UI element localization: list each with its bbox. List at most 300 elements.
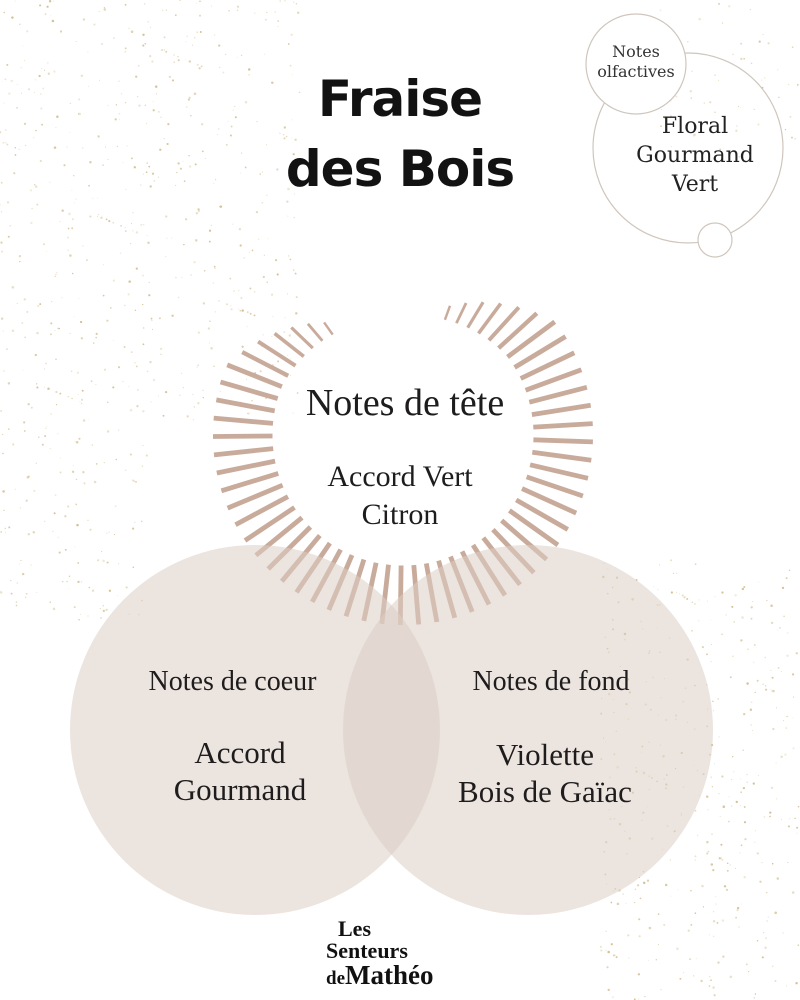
sunburst-ray <box>532 452 591 460</box>
glitter-dot <box>121 93 123 95</box>
glitter-dot <box>204 270 206 272</box>
glitter-dot <box>34 184 36 186</box>
glitter-dot <box>753 782 755 784</box>
glitter-dot <box>750 9 751 10</box>
glitter-dot <box>68 228 70 230</box>
glitter-dot <box>211 6 212 7</box>
perfume-title-line2: des Bois <box>285 140 515 198</box>
glitter-dot <box>19 149 20 150</box>
glitter-dot <box>266 281 267 282</box>
glitter-dot <box>226 303 228 305</box>
glitter-dot <box>740 639 742 641</box>
glitter-dot <box>137 389 139 391</box>
glitter-dot <box>710 776 712 778</box>
glitter-dot <box>612 996 614 998</box>
glitter-dot <box>0 131 1 133</box>
glitter-dot <box>31 407 33 409</box>
glitter-dot <box>293 269 295 271</box>
glitter-dot <box>107 561 109 563</box>
glitter-dot <box>80 614 81 615</box>
glitter-dot <box>78 298 79 299</box>
glitter-dot <box>109 590 111 592</box>
glitter-dot <box>162 10 163 11</box>
glitter-dot <box>103 264 104 265</box>
glitter-dot <box>98 214 99 215</box>
glitter-dot <box>731 606 733 608</box>
glitter-dot <box>285 317 286 318</box>
glitter-dot <box>99 11 100 12</box>
glitter-dot <box>711 863 714 866</box>
glitter-dot <box>743 58 745 60</box>
glitter-dot <box>15 489 16 490</box>
glitter-dot <box>78 438 80 440</box>
glitter-dot <box>158 396 159 397</box>
glitter-dot <box>124 227 125 228</box>
glitter-dot <box>2 434 3 435</box>
glitter-dot <box>770 670 771 671</box>
glitter-dot <box>767 920 768 921</box>
glitter-dot <box>16 605 18 607</box>
glitter-dot <box>175 185 176 186</box>
glitter-dot <box>195 163 197 165</box>
glitter-dot <box>741 904 742 905</box>
glitter-dot <box>640 898 642 900</box>
glitter-dot <box>610 993 611 994</box>
brand-line1: Les <box>338 916 371 941</box>
glitter-dot <box>752 601 753 602</box>
glitter-dot <box>160 116 161 117</box>
glitter-dot <box>713 920 715 922</box>
glitter-dot <box>676 573 677 574</box>
glitter-dot <box>757 680 759 682</box>
glitter-dot <box>675 96 677 98</box>
glitter-dot <box>136 231 138 233</box>
glitter-dot <box>186 36 188 38</box>
glitter-dot <box>710 619 711 620</box>
glitter-dot <box>106 219 108 221</box>
glitter-dot <box>713 710 714 711</box>
glitter-dot <box>724 885 726 887</box>
glitter-dot <box>193 261 195 263</box>
glitter-dot <box>147 370 149 372</box>
glitter-dot <box>795 982 797 984</box>
glitter-dot <box>15 147 16 148</box>
sunburst-ray <box>508 322 555 357</box>
glitter-dot <box>164 36 166 38</box>
glitter-dot <box>274 11 275 12</box>
glitter-dot <box>142 445 143 446</box>
glitter-dot <box>792 46 794 48</box>
glitter-dot <box>56 116 58 118</box>
glitter-dot <box>19 563 20 564</box>
glitter-dot <box>277 20 279 22</box>
glitter-dot <box>726 889 728 891</box>
glitter-dot <box>122 381 123 382</box>
glitter-dot <box>74 202 75 203</box>
glitter-dot <box>35 354 37 356</box>
glitter-dot <box>195 239 197 241</box>
glitter-dot <box>710 661 711 662</box>
glitter-dot <box>125 470 126 471</box>
glitter-dot <box>695 859 696 860</box>
glitter-dot <box>102 560 105 563</box>
glitter-dot <box>697 835 698 836</box>
glitter-dot <box>239 310 241 312</box>
glitter-dot <box>54 146 57 149</box>
glitter-dot <box>81 337 83 339</box>
glitter-dot <box>208 327 210 329</box>
glitter-dot <box>744 806 746 808</box>
glitter-dot <box>173 61 175 63</box>
glitter-dot <box>245 166 247 168</box>
glitter-dot <box>143 327 144 328</box>
glitter-dot <box>146 454 148 456</box>
glitter-dot <box>125 4 127 6</box>
glitter-dot <box>67 505 69 507</box>
glitter-dot <box>709 976 711 978</box>
glitter-dot <box>686 598 688 600</box>
glitter-dot <box>746 774 747 775</box>
glitter-dot <box>0 242 2 244</box>
olfactive-label-line1: Notes <box>612 42 660 61</box>
glitter-dot <box>690 924 692 926</box>
glitter-dot <box>142 275 144 277</box>
glitter-dot <box>38 75 40 77</box>
glitter-dot <box>771 622 773 624</box>
glitter-dot <box>128 280 131 283</box>
glitter-dot <box>771 787 773 789</box>
glitter-dot <box>97 135 99 137</box>
glitter-dot <box>8 92 10 94</box>
glitter-dot <box>16 582 18 584</box>
glitter-dot <box>263 276 265 278</box>
sunburst-ray <box>445 306 450 320</box>
glitter-dot <box>57 433 58 434</box>
glitter-dot <box>197 367 198 368</box>
glitter-dot <box>710 979 712 981</box>
glitter-dot <box>96 463 98 465</box>
glitter-dot <box>5 142 6 143</box>
olfactive-list <box>610 112 780 199</box>
base-notes-list <box>425 736 665 810</box>
glitter-dot <box>239 228 241 230</box>
glitter-dot <box>62 581 63 582</box>
glitter-dot <box>740 43 742 45</box>
glitter-dot <box>264 54 265 55</box>
glitter-dot <box>145 105 147 107</box>
glitter-dot <box>2 490 5 493</box>
glitter-dot <box>721 859 723 861</box>
glitter-dot <box>218 45 220 47</box>
glitter-dot <box>796 827 798 829</box>
glitter-dot <box>777 877 780 880</box>
glitter-dot <box>249 288 251 290</box>
glitter-dot <box>147 235 148 236</box>
glitter-dot <box>761 862 762 863</box>
glitter-dot <box>33 137 34 138</box>
glitter-dot <box>209 230 211 232</box>
glitter-dot <box>718 736 719 737</box>
glitter-dot <box>653 586 654 587</box>
glitter-dot <box>738 926 740 928</box>
glitter-dot <box>167 143 169 145</box>
glitter-dot <box>679 593 680 594</box>
glitter-dot <box>146 171 148 173</box>
glitter-dot <box>8 236 10 238</box>
glitter-dot <box>770 605 773 608</box>
glitter-dot <box>287 293 288 294</box>
glitter-dot <box>191 274 192 275</box>
glitter-dot <box>83 18 85 20</box>
glitter-dot <box>286 200 288 202</box>
glitter-dot <box>110 307 112 309</box>
glitter-dot <box>189 97 191 99</box>
glitter-dot <box>683 972 684 973</box>
glitter-dot <box>87 615 88 616</box>
glitter-dot <box>42 444 44 446</box>
glitter-dot <box>73 465 74 466</box>
glitter-dot <box>764 77 766 79</box>
glitter-dot <box>719 857 721 859</box>
glitter-dot <box>6 144 8 146</box>
glitter-dot <box>7 201 9 203</box>
base-notes-heading: Notes de fond <box>472 666 630 697</box>
glitter-dot <box>768 917 769 918</box>
glitter-dot <box>30 222 32 224</box>
glitter-dot <box>199 0 201 2</box>
glitter-dot <box>793 747 795 749</box>
glitter-dot <box>287 355 288 356</box>
glitter-dot <box>117 595 118 596</box>
glitter-dot <box>89 161 91 163</box>
glitter-dot <box>272 316 273 317</box>
glitter-dot <box>99 80 100 81</box>
glitter-dot <box>125 230 127 232</box>
glitter-dot <box>25 145 26 146</box>
glitter-dot <box>192 45 193 46</box>
glitter-dot <box>120 252 122 254</box>
base-note-item: Bois de Gaïac <box>458 774 632 809</box>
glitter-dot <box>209 320 211 322</box>
glitter-dot <box>95 337 97 339</box>
glitter-dot <box>146 162 147 163</box>
glitter-dot <box>100 608 101 609</box>
glitter-dot <box>160 354 161 355</box>
glitter-dot <box>625 903 626 904</box>
glitter-dot <box>70 103 71 104</box>
glitter-dot <box>115 505 117 507</box>
glitter-dot <box>134 522 136 524</box>
glitter-dot <box>741 616 744 619</box>
glitter-dot <box>261 202 263 204</box>
glitter-dot <box>229 278 231 280</box>
glitter-dot <box>46 251 47 252</box>
glitter-dot <box>169 76 171 78</box>
glitter-dot <box>293 2 294 3</box>
glitter-dot <box>213 283 214 284</box>
glitter-dot <box>72 471 74 473</box>
glitter-dot <box>600 950 602 952</box>
glitter-dot <box>132 527 134 529</box>
glitter-dot <box>217 134 218 135</box>
glitter-dot <box>107 105 108 106</box>
glitter-dot <box>761 80 762 81</box>
glitter-dot <box>38 436 39 437</box>
glitter-dot <box>78 394 79 395</box>
glitter-dot <box>26 593 28 595</box>
glitter-dot <box>717 698 719 700</box>
glitter-dot <box>153 180 155 182</box>
glitter-dot <box>787 632 788 633</box>
glitter-dot <box>695 855 697 857</box>
glitter-dot <box>165 51 167 53</box>
glitter-dot <box>93 23 95 25</box>
glitter-dot <box>52 531 53 532</box>
glitter-dot <box>8 382 10 384</box>
glitter-dot <box>214 266 216 268</box>
glitter-dot <box>53 608 56 611</box>
glitter-dot <box>178 59 180 61</box>
glitter-dot <box>88 86 89 87</box>
glitter-dot <box>15 1 16 2</box>
glitter-dot <box>698 18 701 21</box>
glitter-dot <box>740 107 741 108</box>
glitter-dot <box>249 252 250 253</box>
glitter-dot <box>774 912 777 915</box>
glitter-dot <box>194 37 196 39</box>
glitter-dot <box>53 71 55 73</box>
glitter-dot <box>92 445 93 446</box>
glitter-dot <box>124 305 126 307</box>
glitter-dot <box>107 401 108 402</box>
glitter-dot <box>219 67 220 68</box>
glitter-dot <box>78 98 80 100</box>
glitter-dot <box>197 208 199 210</box>
glitter-dot <box>44 70 45 71</box>
glitter-dot <box>35 130 37 132</box>
glitter-dot <box>781 671 782 672</box>
glitter-dot <box>764 657 766 659</box>
glitter-dot <box>628 957 629 958</box>
glitter-dot <box>794 818 796 820</box>
glitter-dot <box>733 771 734 772</box>
glitter-dot <box>747 648 749 650</box>
sunburst-ray <box>533 440 593 442</box>
glitter-dot <box>11 16 13 18</box>
glitter-dot <box>613 954 615 956</box>
glitter-dot <box>50 322 52 324</box>
glitter-dot <box>54 512 56 514</box>
glitter-dot <box>136 405 138 407</box>
glitter-dot <box>222 71 224 73</box>
glitter-dot <box>26 500 28 502</box>
glitter-dot <box>76 441 79 444</box>
glitter-dot <box>746 963 748 965</box>
glitter-dot <box>133 480 135 482</box>
glitter-dot <box>26 30 28 32</box>
glitter-dot <box>179 395 180 396</box>
glitter-dot <box>676 592 677 593</box>
glitter-dot <box>143 174 144 175</box>
glitter-dot <box>670 860 671 861</box>
glitter-dot <box>784 754 786 756</box>
glitter-dot <box>76 524 79 527</box>
glitter-dot <box>80 321 82 323</box>
glitter-dot <box>754 644 756 646</box>
glitter-dot <box>100 617 102 619</box>
glitter-dot <box>8 526 10 528</box>
glitter-dot <box>711 644 712 645</box>
glitter-dot <box>289 334 291 336</box>
sunburst-ray <box>530 465 588 479</box>
glitter-dot <box>23 370 24 371</box>
glitter-dot <box>196 3 197 4</box>
glitter-dot <box>21 93 22 94</box>
glitter-dot <box>184 180 186 182</box>
glitter-dot <box>135 310 136 311</box>
glitter-dot <box>786 577 788 579</box>
base-notes-circle <box>343 545 713 915</box>
glitter-dot <box>71 398 72 399</box>
glitter-dot <box>231 126 233 128</box>
glitter-dot <box>277 360 279 362</box>
glitter-dot <box>81 403 83 405</box>
glitter-dot <box>230 134 232 136</box>
glitter-dot <box>52 20 55 23</box>
glitter-dot <box>290 375 291 376</box>
glitter-dot <box>28 476 30 478</box>
top-note-item: Citron <box>361 498 439 531</box>
glitter-dot <box>59 552 61 554</box>
glitter-dot <box>693 975 694 976</box>
glitter-dot <box>175 277 177 279</box>
glitter-dot <box>0 410 2 412</box>
glitter-dot <box>617 903 620 906</box>
glitter-dot <box>706 653 708 655</box>
glitter-dot <box>142 304 143 305</box>
glitter-dot <box>755 692 756 693</box>
glitter-dot <box>5 528 6 529</box>
glitter-dot <box>759 40 761 42</box>
glitter-dot <box>41 124 43 126</box>
glitter-dot <box>606 966 608 968</box>
glitter-dot <box>660 989 661 990</box>
glitter-dot <box>683 596 685 598</box>
top-note-item: Accord Vert <box>327 460 473 493</box>
glitter-dot <box>55 276 56 277</box>
glitter-dot <box>43 243 45 245</box>
glitter-dot <box>58 537 59 538</box>
glitter-dot <box>753 662 754 663</box>
glitter-dot <box>0 531 1 532</box>
glitter-dot <box>241 55 242 56</box>
glitter-dot <box>715 903 716 904</box>
glitter-dot <box>87 51 88 52</box>
glitter-dot <box>106 533 107 534</box>
glitter-dot <box>20 560 21 561</box>
sunburst-ray <box>291 328 313 349</box>
glitter-dot <box>22 573 24 575</box>
glitter-dot <box>228 10 230 12</box>
glitter-dot <box>82 147 83 148</box>
glitter-dot <box>707 601 708 602</box>
glitter-dot <box>1 211 2 212</box>
glitter-dot <box>186 106 188 108</box>
glitter-dot <box>3 331 4 332</box>
glitter-dot <box>247 311 249 313</box>
glitter-dot <box>66 147 67 148</box>
glitter-dot <box>196 31 198 33</box>
